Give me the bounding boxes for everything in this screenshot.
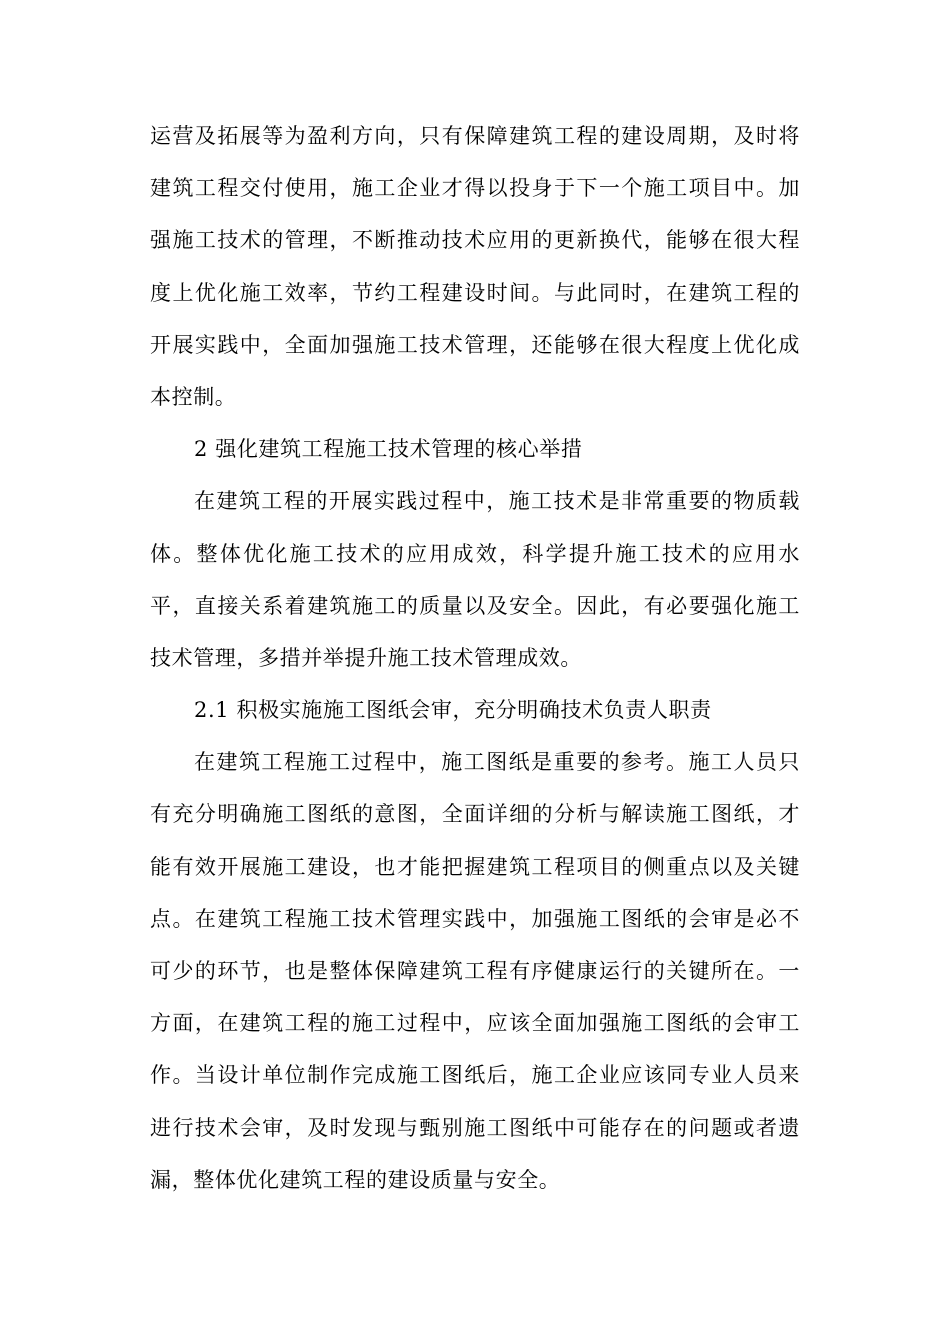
paragraph-line: 平，直接关系着建筑施工的质量以及安全。因此，有必要强化施工 xyxy=(150,593,800,618)
paragraph-line: 开展实践中，全面加强施工技术管理，还能够在很大程度上优化成 xyxy=(150,332,800,357)
paragraph-line: 建筑工程交付使用，施工企业才得以投身于下一个施工项目中。加 xyxy=(150,176,800,201)
paragraph-line: 度上优化施工效率，节约工程建设时间。与此同时，在建筑工程的 xyxy=(150,280,800,305)
section-heading: 2 强化建筑工程施工技术管理的核心举措 xyxy=(194,437,583,462)
subsection-heading: 2.1 积极实施施工图纸会审，充分明确技术负责人职责 xyxy=(194,698,712,723)
paragraph-line: 强施工技术的管理，不断推动技术应用的更新换代，能够在很大程 xyxy=(150,228,800,253)
paragraph-line: 能有效开展施工建设，也才能把握建筑工程项目的侧重点以及关键 xyxy=(150,854,800,879)
paragraph-line: 体。整体优化施工技术的应用成效，科学提升施工技术的应用水 xyxy=(150,541,800,566)
paragraph-line: 可少的环节，也是整体保障建筑工程有序健康运行的关键所在。一 xyxy=(150,959,800,983)
paragraph-line: 技术管理，多措并举提升施工技术管理成效。 xyxy=(150,645,582,670)
paragraph-line: 漏，整体优化建筑工程的建设质量与安全。 xyxy=(150,1167,561,1192)
paragraph-line: 点。在建筑工程施工技术管理实践中，加强施工图纸的会审是必不 xyxy=(150,906,800,931)
paragraph-line: 有充分明确施工图纸的意图，全面详细的分析与解读施工图纸，才 xyxy=(150,802,800,827)
document-body xyxy=(150,110,800,1206)
paragraph-line: 本控制。 xyxy=(150,384,237,409)
paragraph-line: 在建筑工程的开展实践过程中，施工技术是非常重要的物质载 xyxy=(194,489,800,514)
paragraph-line: 在建筑工程施工过程中，施工图纸是重要的参考。施工人员只 xyxy=(194,750,800,775)
paragraph-line: 进行技术会审，及时发现与甄别施工图纸中可能存在的问题或者遗 xyxy=(150,1115,800,1140)
paragraph-line: 方面，在建筑工程的施工过程中，应该全面加强施工图纸的会审工 xyxy=(150,1011,800,1036)
paragraph-line: 运营及拓展等为盈利方向，只有保障建筑工程的建设周期，及时将 xyxy=(150,124,800,148)
paragraph-line: 作。当设计单位制作完成施工图纸后，施工企业应该同专业人员来 xyxy=(150,1063,800,1088)
